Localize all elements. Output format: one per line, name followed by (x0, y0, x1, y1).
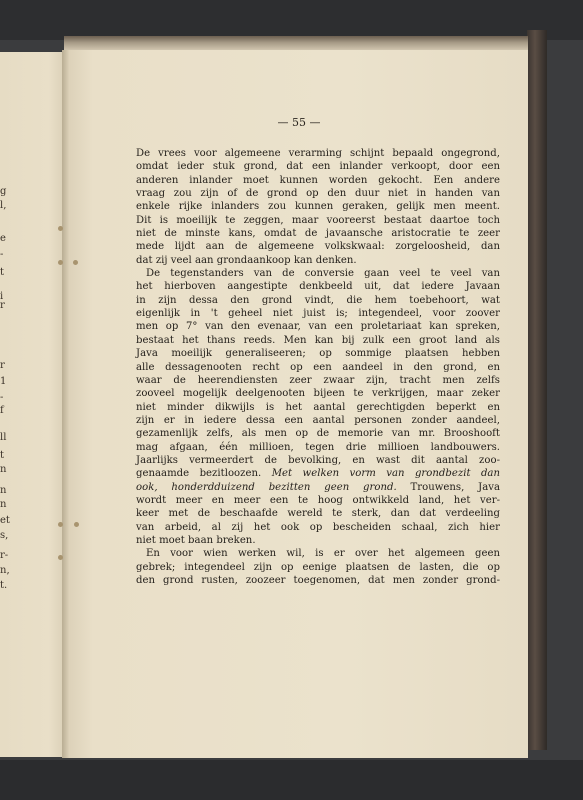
text-line: niet minder dikwijls is het aantal gerechtigden beperkt en (136, 401, 500, 413)
binding-hole (58, 555, 63, 560)
text-line: mede lijdt aan de algemeene volkskwaal: zorgeloosheid, dan (136, 241, 500, 253)
text-line: anderen inlander moet kunnen worden gekocht. Een andere (136, 174, 500, 186)
text-line: Java moeilijk generaliseeren; op sommige plaatsen hebben (136, 348, 500, 360)
text-line: van arbeid, al zij het ook op bescheiden schaal, zich hier (136, 521, 500, 533)
left-page-fragment: t (0, 450, 5, 461)
italic-text: Met welken vorm van grondbezit dan (271, 468, 500, 480)
text-segment: Trouwens, Java (396, 481, 501, 493)
left-page-fragment: r- (0, 550, 9, 561)
left-page-fragment: f (0, 405, 4, 416)
left-page-fragment: n (0, 499, 7, 510)
text-line: De vrees voor algemeene verarming schijnt bepaald ongegrond, (136, 148, 500, 159)
binding-hole (58, 522, 63, 527)
book-cover-edge (527, 30, 547, 750)
text-line (136, 481, 500, 494)
text-line: enkele rijke inlanders zou kunnen geraken, gelijk men meent. (136, 201, 500, 213)
left-page-fragment: n (0, 485, 7, 496)
text-line: niet de minste kans, omdat de javaansche aristocratie te zeer (136, 228, 500, 240)
text-line: De tegenstanders van de conversie gaan veel te veel van (146, 268, 500, 280)
binding-hole (58, 226, 63, 231)
text-line: gezamenlijk zelfs, als men op de memorie van mr. Brooshooft (136, 428, 500, 440)
left-page-fragment: - (0, 249, 4, 260)
left-page-fragment: 1 (0, 376, 7, 387)
text-line: alle dessagenooten recht op een aandeel in den grond, en (136, 361, 500, 373)
body-text (136, 147, 500, 587)
text-line: vraag zou zijn of de grond op den duur niet in handen van (136, 188, 500, 200)
left-page-fragment: g (0, 186, 7, 197)
left-page-fragment: t. (0, 580, 8, 591)
text-line: niet moet baan breken. (136, 534, 256, 546)
text-line (136, 467, 500, 480)
binding-hole (58, 260, 63, 265)
binding-hole (74, 522, 79, 527)
left-page-fragment: t (0, 267, 5, 278)
left-page-fragment: e (0, 233, 6, 244)
background-top (0, 0, 583, 40)
left-page-fragment: r (0, 300, 5, 311)
italic-text: ook, honderdduizend bezitten geen grond. (136, 481, 397, 493)
text-line: zijn er in iedere dessa een aantal personen zonder aandeel, (136, 414, 500, 426)
text-line: eigenlijk in 't geheel niet juist is; integendeel, voor zoover (136, 308, 500, 320)
text-line: den grond rusten, zoozeer toegenomen, dat men zonder grond- (136, 575, 500, 586)
left-page-fragment: et (0, 515, 10, 526)
left-page-fragment: l, (0, 200, 7, 211)
right-page (70, 50, 528, 758)
text-line: omdat ieder stuk grond, dat een inlander verkoopt, door een (136, 161, 500, 173)
text-line: En voor wien werken wil, is er over het algemeen geen (146, 548, 500, 560)
text-line: waar de heerendiensten zeer zwaar zijn, tracht men zelfs (136, 374, 500, 386)
text-line: Dit is moeilijk te zeggen, maar vooreerst bestaat daartoe toch (136, 214, 500, 226)
text-line: zooveel mogelijk deelgenooten bijeen te verkrijgen, maar zeker (136, 388, 500, 400)
text-line: Jaarlijks vermeerdert de bevolking, en wast dit aantal zoo- (136, 454, 500, 466)
binding-hole (73, 260, 78, 265)
text-line: in zijn dessa den grond vindt, die hem toebehoort, wat (136, 294, 500, 306)
page-number: — 55 — (277, 116, 321, 129)
text-line: dat zij veel aan grondaankoop kan denken. (136, 254, 357, 266)
left-page-fragment: - (0, 392, 4, 403)
text-segment: genaamde bezitloozen. (136, 468, 272, 480)
left-page (0, 52, 70, 757)
left-page-fragment: s, (0, 530, 9, 541)
left-page-fragment: r (0, 360, 5, 371)
text-line: het hierboven aangestipte denkbeeld uit, dat iedere Javaan (136, 281, 500, 293)
left-page-fragment: n (0, 464, 7, 475)
text-line: bestaat het thans reeds. Men kan bij zulk een groot land als (136, 334, 500, 346)
text-line: keer met de beschaafde wereld te sterk, dan dat verdeeling (136, 508, 500, 520)
background-bottom (0, 760, 583, 800)
left-page-fragment: ll (0, 432, 7, 443)
text-line: mag afgaan, één millioen, tegen drie millioen landbouwers. (136, 441, 500, 453)
left-page-fragment: i (0, 291, 4, 302)
text-line: men op 7° van den evenaar, van een proletariaat kan spreken, (136, 321, 500, 333)
text-line: wordt meer en meer een te hoog ontwikkeld land, het ver- (136, 494, 500, 506)
text-line: gebrek; integendeel zijn op eenige plaatsen de lasten, die op (136, 561, 500, 573)
left-page-fragment: n, (0, 565, 10, 576)
